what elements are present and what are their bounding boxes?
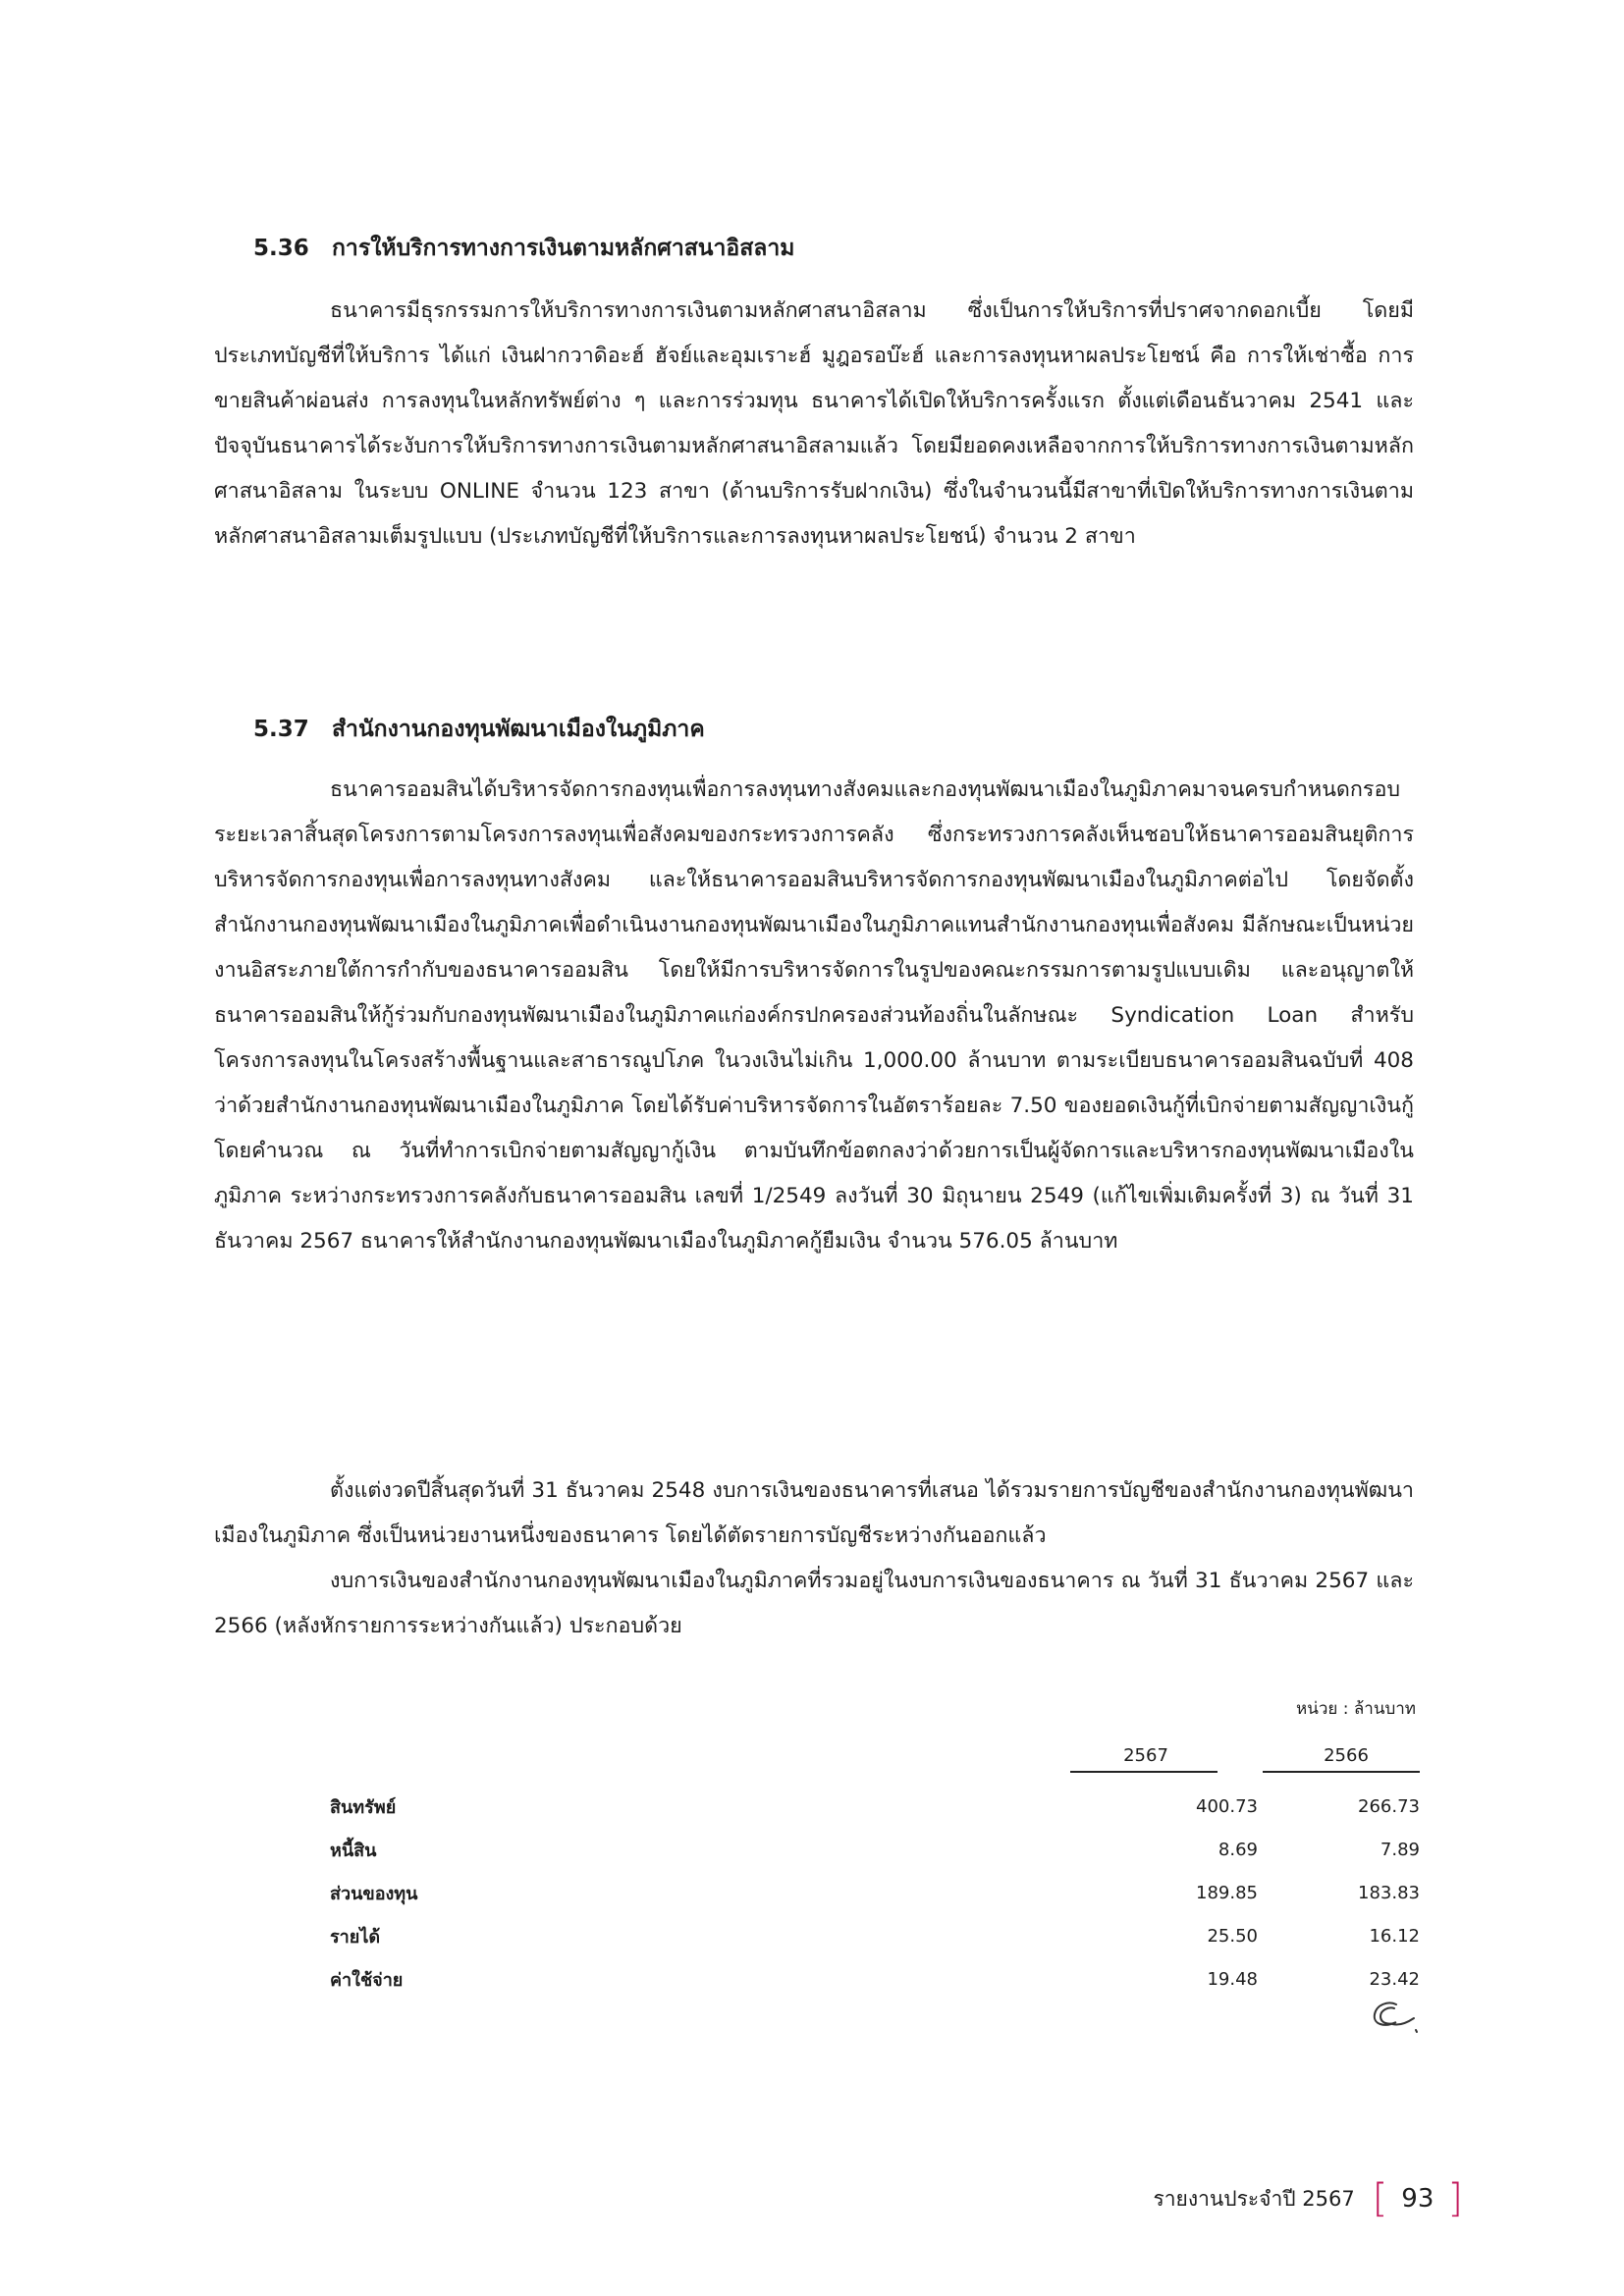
table-row [330, 1828, 1420, 1871]
value-2566: 183.83 [1358, 1882, 1420, 1903]
row-label: ค่าใช้จ่าย [330, 1969, 404, 1991]
table-row [330, 1914, 1420, 1957]
value-2567: 25.50 [1207, 1925, 1258, 1947]
section-5-36-paragraph: ธนาคารมีธุรกรรมการให้บริการทางการเงินตามหลักศาสนาอิสลาม ซึ่งเป็นการให้บริการที่ปราศจากดอกเบี้ย โดยมีประเภทบัญชีที่ให้บริการ ได้แก่ เงินฝากวาดิอะฮ์ ฮัจย์และอุมเราะฮ์ มูฎอรอบ๊ะฮ์ และการลงทุนหาผลประโยชน์ คือ การให้เช่าซื้อ การขายสินค้าผ่อนส่ง การลงทุนในหลักทรัพย์ต่าง ๆ และการร่วมทุน ธนาคารได้เปิดให้บริการครั้งแรก ตั้งแต่เดือนธันวาคม 2541 และปัจจุบันธนาคารได้ระงับการให้บริการทางการเงินตามหลักศาสนาอิสลามแล้ว โดยมียอดคงเหลือจากการให้บริการทางการเงินตามหลักศาสนาอิสลาม ในระบบ ONLINE จำนวน 123 สาขา (ด้านบริการรับฝากเงิน) ซึ่งในจำนวนนี้มีสาขาที่เปิดให้บริการทางการเงินตามหลักศาสนาอิสลามเต็มรูปแบบ (ประเภทบัญชีที่ให้บริการและการลงทุนหาผลประโยชน์) จำนวน 2 สาขา [214, 298, 1414, 549]
section-5-37-paragraph-1: ธนาคารออมสินได้บริหารจัดการกองทุนเพื่อการลงทุนทางสังคมและกองทุนพัฒนาเมืองในภูมิภาคมาจนครบกำหนดกรอบระยะเวลาสิ้นสุดโครงการตามโครงการลงทุนเพื่อสังคมของกระทรวงการคลัง ซึ่งกระทรวงการคลังเห็นชอบให้ธนาคารออมสินยุติการบริหารจัดการกองทุนเพื่อการลงทุนทางสังคม และให้ธนาคารออมสินบริหารจัดการกองทุนพัฒนาเมืองในภูมิภาคต่อไป โดยจัดตั้งสำนักงานกองทุนพัฒนาเมืองในภูมิภาคเพื่อดำเนินงานกองทุนพัฒนาเมืองในภูมิภาคแทนสำนักงานกองทุนเพื่อสังคม มีลักษณะเป็นหน่วยงานอิสระภายใต้การกำกับของธนาคารออมสิน โดยให้มีการบริหารจัดการในรูปของคณะกรรมการตามรูปแบบเดิม และอนุญาตให้ธนาคารออมสินให้กู้ร่วมกับกองทุนพัฒนาเมืองในภูมิภาคแก่องค์กรปกครองส่วนท้องถิ่นในลักษณะ Syndication Loan สำหรับโครงการลงทุนในโครงสร้างพื้นฐานและสาธารณูปโภค ในวงเงินไม่เกิน 1,000.00 ล้านบาท ตามระเบียบธนาคารออมสินฉบับที่ 408 ว่าด้วยสำนักงานกองทุนพัฒนาเมืองในภูมิภาค โดยได้รับค่าบริหารจัดการในอัตราร้อยละ 7.50 ของยอดเงินกู้ที่เบิกจ่ายตามสัญญาเงินกู้ โดยคำนวณ ณ วันที่ทำการเบิกจ่ายตามสัญญากู้เงิน ตามบันทึกข้อตกลงว่าด้วยการเป็นผู้จัดการและบริหารกองทุนพัฒนาเมืองในภูมิภาค ระหว่างกระทรวงการคลังกับธนาคารออมสิน เลขที่ 1/2549 ลงวันที่ 30 มิถุนายน 2549 (แก้ไขเพิ่มเติมครั้งที่ 3) ณ วันที่ 31 ธันวาคม 2567 ธนาคารให้สำนักงานกองทุนพัฒนาเมืองในภูมิภาคกู้ยืมเงิน จำนวน 576.05 ล้านบาท [214, 777, 1414, 1254]
section-5-37-paragraph-3: งบการเงินของสำนักงานกองทุนพัฒนาเมืองในภูมิภาคที่รวมอยู่ในงบการเงินของธนาคาร ณ วันที่ 31 ธันวาคม 2567 และ 2566 (หลังหักรายการระหว่างกันแล้ว) ประกอบด้วย [214, 1569, 1414, 1638]
value-2567: 8.69 [1218, 1839, 1258, 1860]
bracket-open: [ [1372, 2176, 1388, 2221]
column-header-2566: 2566 [1324, 1745, 1369, 1766]
row-label: สินทรัพย์ [330, 1796, 397, 1818]
section-title: การให้บริการทางการเงินตามหลักศาสนาอิสลาม [332, 236, 795, 261]
row-label: หนี้สิน [330, 1840, 377, 1861]
section-title: สำนักงานกองทุนพัฒนาเมืองในภูมิภาค [332, 717, 705, 742]
row-label: รายได้ [330, 1926, 381, 1948]
report-title: รายงานประจำปี 2567 [1153, 2186, 1355, 2211]
page-footer [1153, 2175, 1463, 2222]
section-number: 5.36 [253, 236, 309, 261]
financial-summary-table [330, 1785, 1420, 2001]
table-row [330, 1871, 1420, 1914]
value-2566: 7.89 [1380, 1839, 1420, 1860]
section-heading-5-37 [253, 713, 705, 746]
value-2566: 23.42 [1369, 1968, 1420, 1990]
section-heading-5-36 [253, 232, 794, 265]
value-2566: 16.12 [1369, 1925, 1420, 1947]
signature-initial-mark [1367, 1993, 1420, 2036]
table-row [330, 1957, 1420, 2001]
row-label: ส่วนของทุน [330, 1883, 418, 1904]
section-number: 5.37 [253, 717, 309, 742]
value-2567: 19.48 [1207, 1968, 1258, 1990]
column-header-2567: 2567 [1123, 1745, 1168, 1766]
value-2566: 266.73 [1358, 1795, 1420, 1817]
value-2567: 189.85 [1196, 1882, 1258, 1903]
bracket-close: ] [1447, 2176, 1463, 2221]
unit-label: หน่วย : ล้านบาท [1296, 1699, 1416, 1719]
column-rule-2566 [1263, 1771, 1420, 1773]
value-2567: 400.73 [1196, 1795, 1258, 1817]
column-rule-2567 [1070, 1771, 1218, 1773]
page-number: 93 [1401, 2184, 1435, 2214]
section-5-37-paragraph-2: ตั้งแต่งวดปีสิ้นสุดวันที่ 31 ธันวาคม 2548 งบการเงินของธนาคารที่เสนอ ได้รวมรายการบัญชีของสำนักงานกองทุนพัฒนาเมืองในภูมิภาค ซึ่งเป็นหน่วยงานหนึ่งของธนาคาร โดยได้ตัดรายการบัญชีระหว่างกันออกแล้ว [214, 1478, 1414, 1548]
table-row [330, 1785, 1420, 1828]
